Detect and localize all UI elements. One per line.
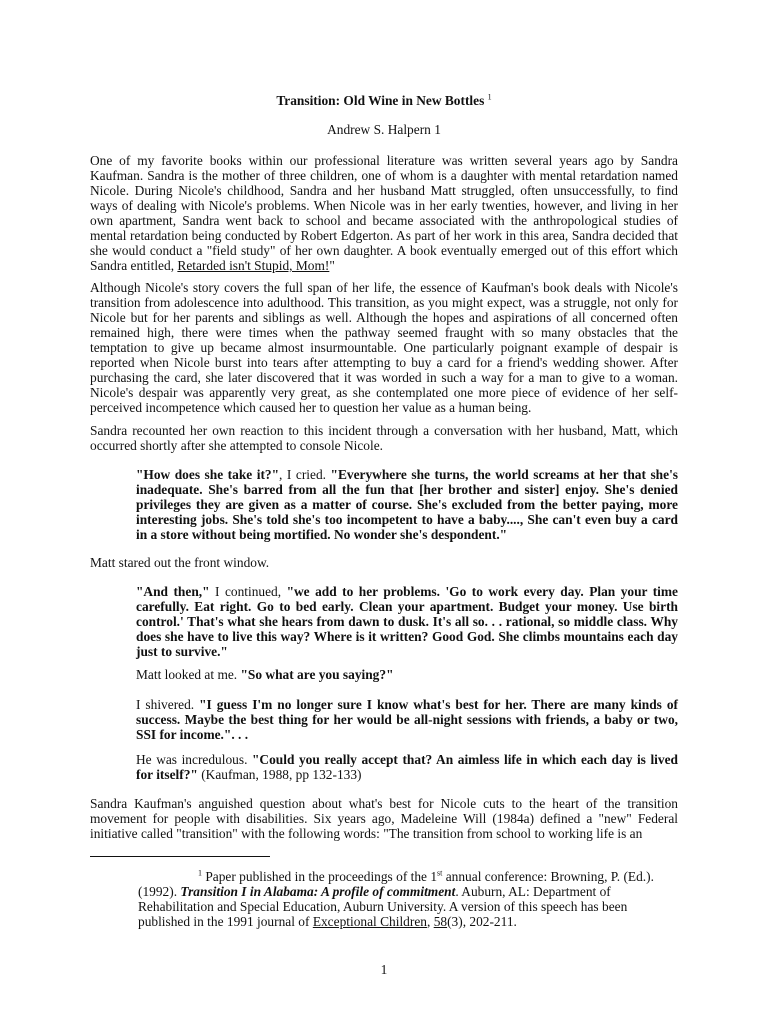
block-quote-4 — [136, 697, 678, 742]
block-quote-3 — [136, 667, 678, 682]
quote-1-speech: "How does she take it?" — [136, 467, 280, 482]
quote-5-tag: He was incredulous. — [136, 752, 252, 767]
title-footnote-mark: 1 — [487, 92, 492, 102]
footnote — [138, 869, 678, 929]
quote-1-body: "Everywhere she turns, the world screams at her that she's inadequate. She's barred from all the fun that [her brother and sister] enjoy. She's denied privileges they are given as a matter of course. She's excluded from the better paying, more interesting jobs. She's told she's too incompetent to have a baby...., She can't even buy a card in a store without being mortified. No wonder she's despondent." — [136, 467, 678, 542]
block-quote-1 — [136, 467, 678, 542]
quote-3-body: "So what are you saying?" — [240, 667, 394, 682]
author-line: Andrew S. Halpern 1 — [327, 122, 441, 137]
footnote-ordinal: st — [437, 868, 443, 878]
quote-3-tag: Matt looked at me. — [136, 667, 241, 682]
paragraph-5: Sandra Kaufman's anguished question about what's best for Nicole cuts to the heart of the transition movement for people with disabilities. Six years ago, Madeleine Will (1984a) defined a "new" Federal initiative called "transition" with the following words: "The transition from school to working life is an — [90, 796, 678, 841]
quote-5-body: "Could you really accept that? An aimless life in which each day is lived for itself?" — [136, 752, 678, 782]
quote-2-tag: I continued, — [209, 584, 287, 599]
block-quote-2 — [136, 584, 678, 659]
paragraph-2: Although Nicole's story covers the full span of her life, the essence of Kaufman's book deals with Nicole's transition from adolescence into adulthood. This transition, as you might expect, was a struggle, not only for Nicole but for her parents and siblings as well. Although the hopes and aspirations of all concerned often remained high, there were times when the pathway seemed fraught with so many obstacles that the temptation to give up became almost insurmountable. One particularly poignant example of despair is reported when Nicole burst into tears after attempting to buy a card for a friend's wedding shower. After purchasing the card, she later discovered that it was worded in such a way for a man to give to a woman. Nicole's despair was apparently very great, as she contemplated one more piece of evidence of her self-perceived incompetence which caused her to question her value as a human being. — [90, 280, 678, 415]
footnote-text-c: . Auburn, AL: Department of Rehabilitation and Special Education, Auburn University. A version of this speech has been published in the 1991 journal of — [138, 884, 628, 929]
block-quote-5 — [136, 752, 678, 782]
footnote-mark: 1 — [198, 868, 202, 878]
paragraph-1 — [90, 153, 678, 273]
footnote-text-e: (3), 202-211. — [447, 914, 517, 929]
paragraph-4: Matt stared out the front window. — [90, 555, 270, 570]
paragraph-3: Sandra recounted her own reaction to this incident through a conversation with her husband, Matt, which occurred shortly after she attempted to console Nicole. — [90, 423, 678, 453]
quote-2-speech: "And then," — [136, 584, 210, 599]
paragraph-1-end: " — [329, 258, 335, 273]
quote-5-citation: (Kaufman, 1988, pp 132-133) — [197, 767, 362, 782]
document-title — [90, 93, 678, 108]
footnote-divider — [90, 856, 270, 857]
footnote-text-b: annual conference: Browning, P. (Ed.). (1992). — [138, 869, 654, 899]
quote-2-body: "we add to her problems. 'Go to work every day. Plan your time carefully. Eat right. Go to bed early. Clean your apartment. Budget your money. Use birth control.' That's what she hears from dawn to dusk. It's all so. . . rational, so middle class. Why does she have to live this way? Where is it written? Good God. She climbs mountains each day just to survive." — [136, 584, 678, 659]
footnote-text-d: , — [426, 914, 434, 929]
quote-1-tag: , I cried. — [279, 467, 331, 482]
title-text: Transition: Old Wine in New Bottles — [276, 93, 485, 108]
quote-4-body: "I guess I'm no longer sure I know what's best for her. There are many kinds of success. Maybe the best thing for her would be all-night sessions with friends, a baby or two, SSI for income.". . . — [136, 697, 678, 742]
book-title: Retarded isn't Stupid, Mom! — [177, 258, 330, 273]
footnote-proceedings-title: Transition I in Alabama: A profile of commitment — [180, 884, 456, 899]
footnote-text-a: Paper published in the proceedings of the 1 — [202, 869, 438, 884]
page-number: 1 — [380, 962, 388, 977]
footnote-journal: Exceptional Children — [312, 914, 427, 929]
paragraph-1-text: One of my favorite books within our professional literature was written several years ago by Sandra Kaufman. Sandra is the mother of three children, one of whom is a daughter with mental retardation named Nicole. During Nicole's childhood, Sandra and her husband Matt struggled, often unsuccessfully, to find ways of dealing with Nicole's problems. When Nicole was in her early twenties, however, and living in her own apartment, Sandra went back to school and became associated with the anthropological studies of mental retardation being conducted by Robert Edgerton. As part of her work in this area, Sandra decided that she would conduct a "field study" of her own daughter. A book eventually emerged out of this effort which Sandra entitled, — [90, 153, 678, 273]
footnote-volume: 58 — [433, 914, 448, 929]
quote-4-tag: I shivered. — [136, 697, 200, 712]
